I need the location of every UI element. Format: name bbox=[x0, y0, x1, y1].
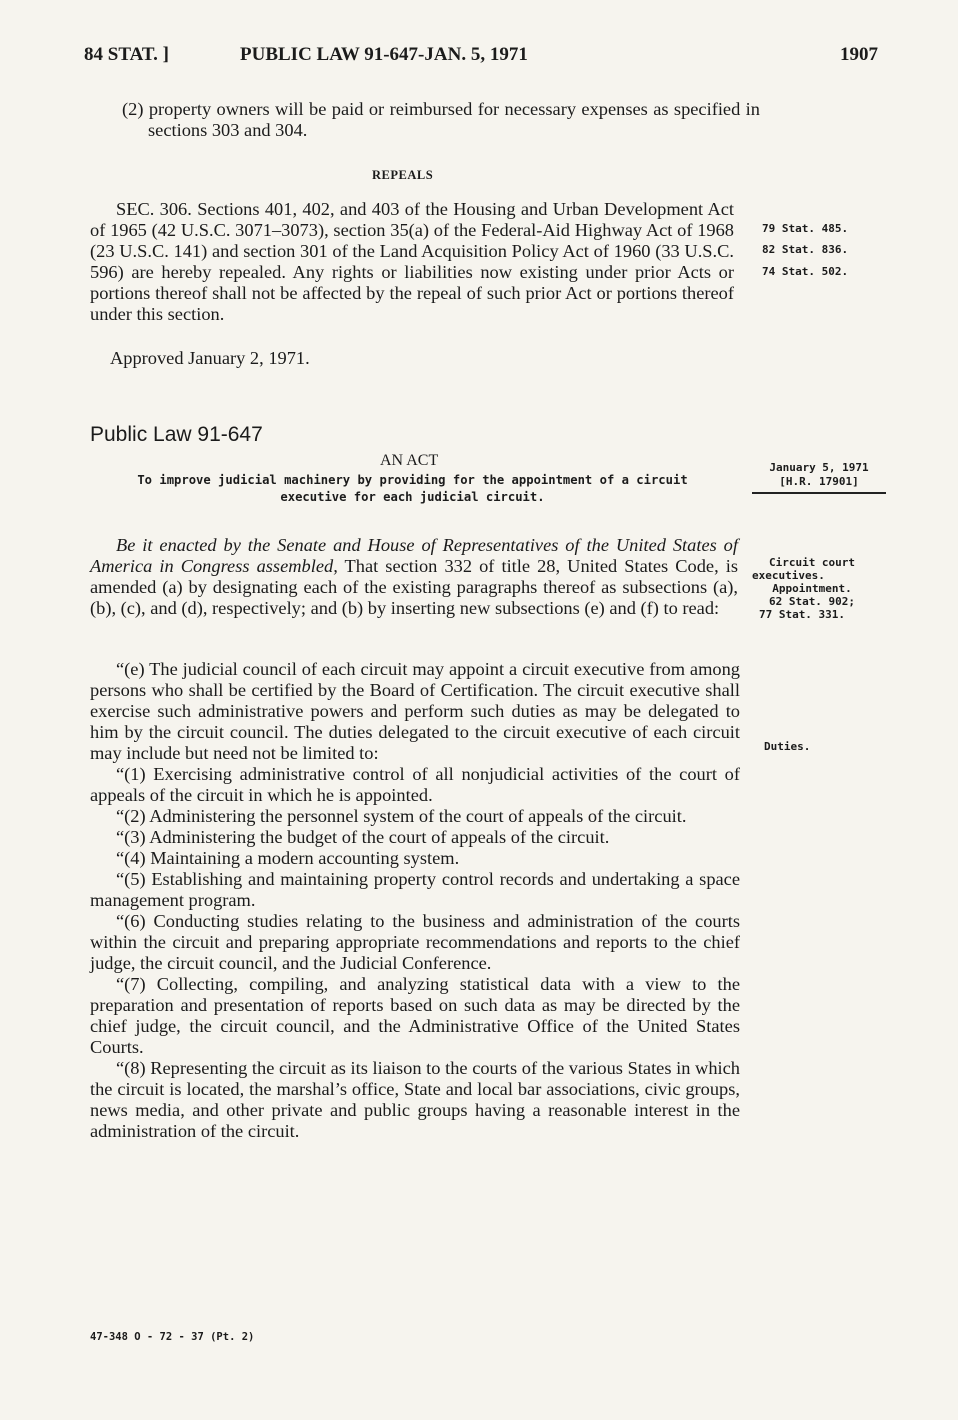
margin-note-circuit-4: 62 Stat. 902; bbox=[768, 595, 856, 608]
section-label: SEC. 306. bbox=[116, 199, 192, 219]
footer-print-code: 47-348 O - 72 - 37 (Pt. 2) bbox=[90, 1331, 255, 1343]
repeals-heading: REPEALS bbox=[372, 168, 434, 182]
act-purpose-line-1: To improve judicial machinery by providing for the appointment of a circuit bbox=[137, 473, 688, 487]
margin-note-circuit-1: Circuit court bbox=[768, 556, 856, 569]
subsection-e-block bbox=[90, 659, 740, 1142]
margin-note-circuit-2: executives. bbox=[752, 569, 825, 582]
repeals-text: Sections 401, 402, and 403 of the Housing and Urban Development Act of 1965 (42 U.S.C. 3071–3073), section 35(a) of the Federal-Aid Highway Act of 1968 (23 U.S.C. 141) and section 301 of the Land Acquisition Policy Act of 1960 (33 U.S.C. 596) are hereby repealed. Any rights or liabilities now existing under prior Acts or portions thereof shall not be affected by the repeal of such prior Act or portions thereof under this section. bbox=[90, 199, 735, 324]
margin-note-stat-3: 74 Stat. 502. bbox=[762, 265, 849, 278]
duty-6: “(6) Conducting studies relating to the business and administration of the courts within the circuit and preparing appropriate recommendations and reports to the chief judge, the circuit council, and the Judicial Conference. bbox=[90, 911, 740, 973]
margin-note-circuit-3: Appointment. bbox=[772, 582, 852, 595]
continuation-text: (2) property owners will be paid or reimbursed for necessary expenses as specified in sections 303 and 304. bbox=[122, 99, 760, 140]
header-title: PUBLIC LAW 91-647-JAN. 5, 1971 bbox=[240, 44, 528, 65]
public-law-number: Public Law 91-647 bbox=[90, 423, 263, 446]
margin-note-circuit-5: 77 Stat. 331. bbox=[758, 608, 846, 621]
continuation-paragraph bbox=[122, 99, 760, 141]
margin-note-stat-2: 82 Stat. 836. bbox=[762, 243, 849, 256]
margin-rule bbox=[752, 492, 886, 494]
header-volume: 84 STAT. ] bbox=[84, 44, 169, 65]
approved-date: Approved January 2, 1971. bbox=[110, 348, 310, 368]
act-purpose-line-2: executive for each judicial circuit. bbox=[280, 490, 545, 504]
repeals-section bbox=[90, 199, 734, 325]
margin-note-date: January 5, 1971 bbox=[769, 461, 869, 474]
act-title: AN ACT bbox=[380, 452, 439, 469]
enacting-text: That section 332 of title 28, United States Code, is amended (a) by designating each of the existing paragraphs thereof as subsections (a), (b), (c), and (d), respectively; and (b) by inserting new subsections (e) and (f) to read: bbox=[90, 556, 738, 618]
duty-5: “(5) Establishing and maintaining property control records and undertaking a space management program. bbox=[90, 869, 740, 910]
act-purpose bbox=[90, 472, 735, 506]
margin-note-duties: Duties. bbox=[764, 740, 811, 753]
enacting-clause bbox=[90, 535, 738, 619]
margin-note-stat-1: 79 Stat. 485. bbox=[762, 222, 849, 235]
page-number: 1907 bbox=[840, 44, 878, 65]
duty-2: “(2) Administering the personnel system of the court of appeals of the circuit. bbox=[116, 806, 687, 826]
subsection-e: “(e) The judicial council of each circuit may appoint a circuit executive from among persons who shall be certified by the Board of Certification. The circuit executive shall exercise such administrative powers and perform such duties as may be delegated to him by the circuit council. The duties delegated to the circuit executive of each circuit may include but need not be limited to: bbox=[90, 659, 740, 763]
duty-4: “(4) Maintaining a modern accounting system. bbox=[116, 848, 460, 868]
duty-1: “(1) Exercising administrative control of all nonjudicial activities of the court of appeals of the circuit in which he is appointed. bbox=[90, 764, 740, 805]
enacting-italic: Be it enacted by the Senate and House of Representatives of the United States of America in Congress assembled, bbox=[90, 535, 738, 576]
duty-7: “(7) Collecting, compiling, and analyzing statistical data with a view to the preparation and presentation of reports based on such data as may be directed by the chief judge, the circuit council, and the Administrative Office of the United States Courts. bbox=[90, 974, 740, 1057]
duty-8: “(8) Representing the circuit as its liaison to the courts of the various States in which the circuit is located, the marshal’s office, State and local bar associations, civic groups, news media, and other private and public groups having a reasonable interest in the administration of the circuit. bbox=[90, 1058, 740, 1141]
margin-note-bill: [H.R. 17901] bbox=[779, 475, 859, 488]
duty-3: “(3) Administering the budget of the court of appeals of the circuit. bbox=[116, 827, 610, 847]
